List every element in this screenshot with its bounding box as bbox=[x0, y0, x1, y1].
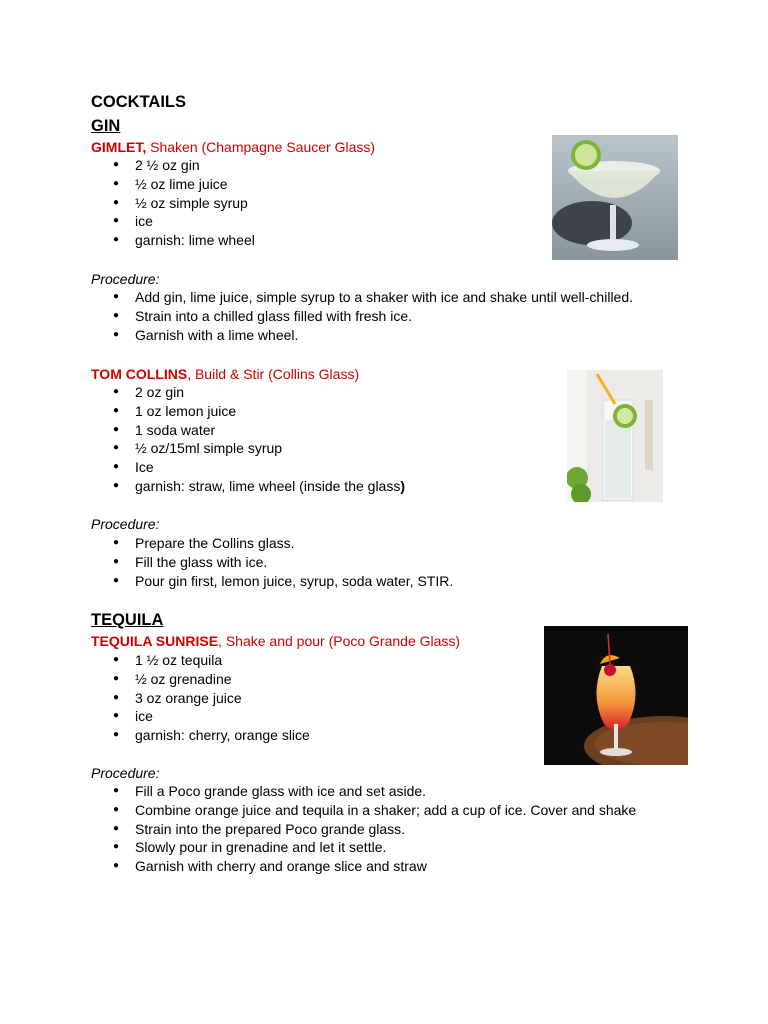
list-item: ● 1 oz lemon juice bbox=[91, 402, 405, 421]
list-item: ● garnish: lime wheel bbox=[91, 231, 255, 250]
tom-collins-photo bbox=[567, 370, 663, 502]
recipe-name: GIMLET, bbox=[91, 139, 147, 155]
list-item: ● Garnish with a lime wheel. bbox=[91, 326, 633, 345]
list-item: ● ½ oz simple syrup bbox=[91, 194, 255, 213]
list-item: ● Fill the glass with ice. bbox=[91, 553, 453, 572]
procedure-list-gimlet bbox=[91, 288, 633, 344]
ingredient-list-tequila-sunrise bbox=[91, 651, 310, 745]
list-item: ● Strain into a chilled glass filled with fresh ice. bbox=[91, 307, 633, 326]
recipe-title-gimlet bbox=[91, 139, 375, 155]
list-item: ● ½ oz lime juice bbox=[91, 175, 255, 194]
recipe-method: , Build & Stir (Collins Glass) bbox=[187, 366, 360, 382]
list-item: ● ½ oz grenadine bbox=[91, 670, 310, 689]
list-item: ● 2 oz gin bbox=[91, 383, 405, 402]
list-item: ● ice bbox=[91, 707, 310, 726]
list-item: ● Prepare the Collins glass. bbox=[91, 534, 453, 553]
document-title: COCKTAILS bbox=[91, 93, 187, 111]
list-item: ● Strain into the prepared Poco grande glass. bbox=[91, 820, 636, 839]
procedure-list-tom-collins bbox=[91, 534, 453, 590]
recipe-title-tom-collins bbox=[91, 366, 359, 382]
ingredient-list-gimlet bbox=[91, 156, 255, 250]
list-item: ● 1 ½ oz tequila bbox=[91, 651, 310, 670]
procedure-label: Procedure: bbox=[91, 271, 160, 287]
section-heading-tequila: TEQUILA bbox=[91, 611, 164, 629]
procedure-label: Procedure: bbox=[91, 765, 160, 781]
list-item: ● Garnish with cherry and orange slice and straw bbox=[91, 857, 636, 876]
list-item: ● Pour gin first, lemon juice, syrup, soda water, STIR. bbox=[91, 572, 453, 591]
tequila-sunrise-photo bbox=[544, 626, 688, 765]
list-item: ● Combine orange juice and tequila in a shaker; add a cup of ice. Cover and shake bbox=[91, 801, 636, 820]
list-item bbox=[91, 477, 405, 496]
list-item: ● Slowly pour in grenadine and let it settle. bbox=[91, 838, 636, 857]
list-item-text: garnish: straw, lime wheel (inside the glass bbox=[135, 477, 401, 494]
ingredient-list-tom-collins bbox=[91, 383, 405, 496]
list-item: ● ice bbox=[91, 212, 255, 231]
recipe-method: Shaken (Champagne Saucer Glass) bbox=[146, 139, 376, 155]
recipe-name: TEQUILA SUNRISE bbox=[91, 633, 219, 649]
list-item: ● Ice bbox=[91, 458, 405, 477]
recipe-name: TOM COLLINS bbox=[91, 366, 188, 382]
list-item: ● 2 ½ oz gin bbox=[91, 156, 255, 175]
list-item: ● 1 soda water bbox=[91, 421, 405, 440]
list-item: ● ½ oz/15ml simple syrup bbox=[91, 439, 405, 458]
procedure-label: Procedure: bbox=[91, 516, 160, 532]
gimlet-photo bbox=[552, 135, 678, 260]
list-item-suffix: ) bbox=[400, 477, 406, 494]
list-item: ● Add gin, lime juice, simple syrup to a shaker with ice and shake until well-chilled. bbox=[91, 288, 633, 307]
list-item: ● Fill a Poco grande glass with ice and set aside. bbox=[91, 782, 636, 801]
section-heading-gin: GIN bbox=[91, 117, 121, 135]
list-item: ● 3 oz orange juice bbox=[91, 689, 310, 708]
recipe-method: , Shake and pour (Poco Grande Glass) bbox=[218, 633, 461, 649]
recipe-title-tequila-sunrise bbox=[91, 633, 460, 649]
list-item: ● garnish: cherry, orange slice bbox=[91, 726, 310, 745]
procedure-list-tequila-sunrise bbox=[91, 782, 636, 876]
